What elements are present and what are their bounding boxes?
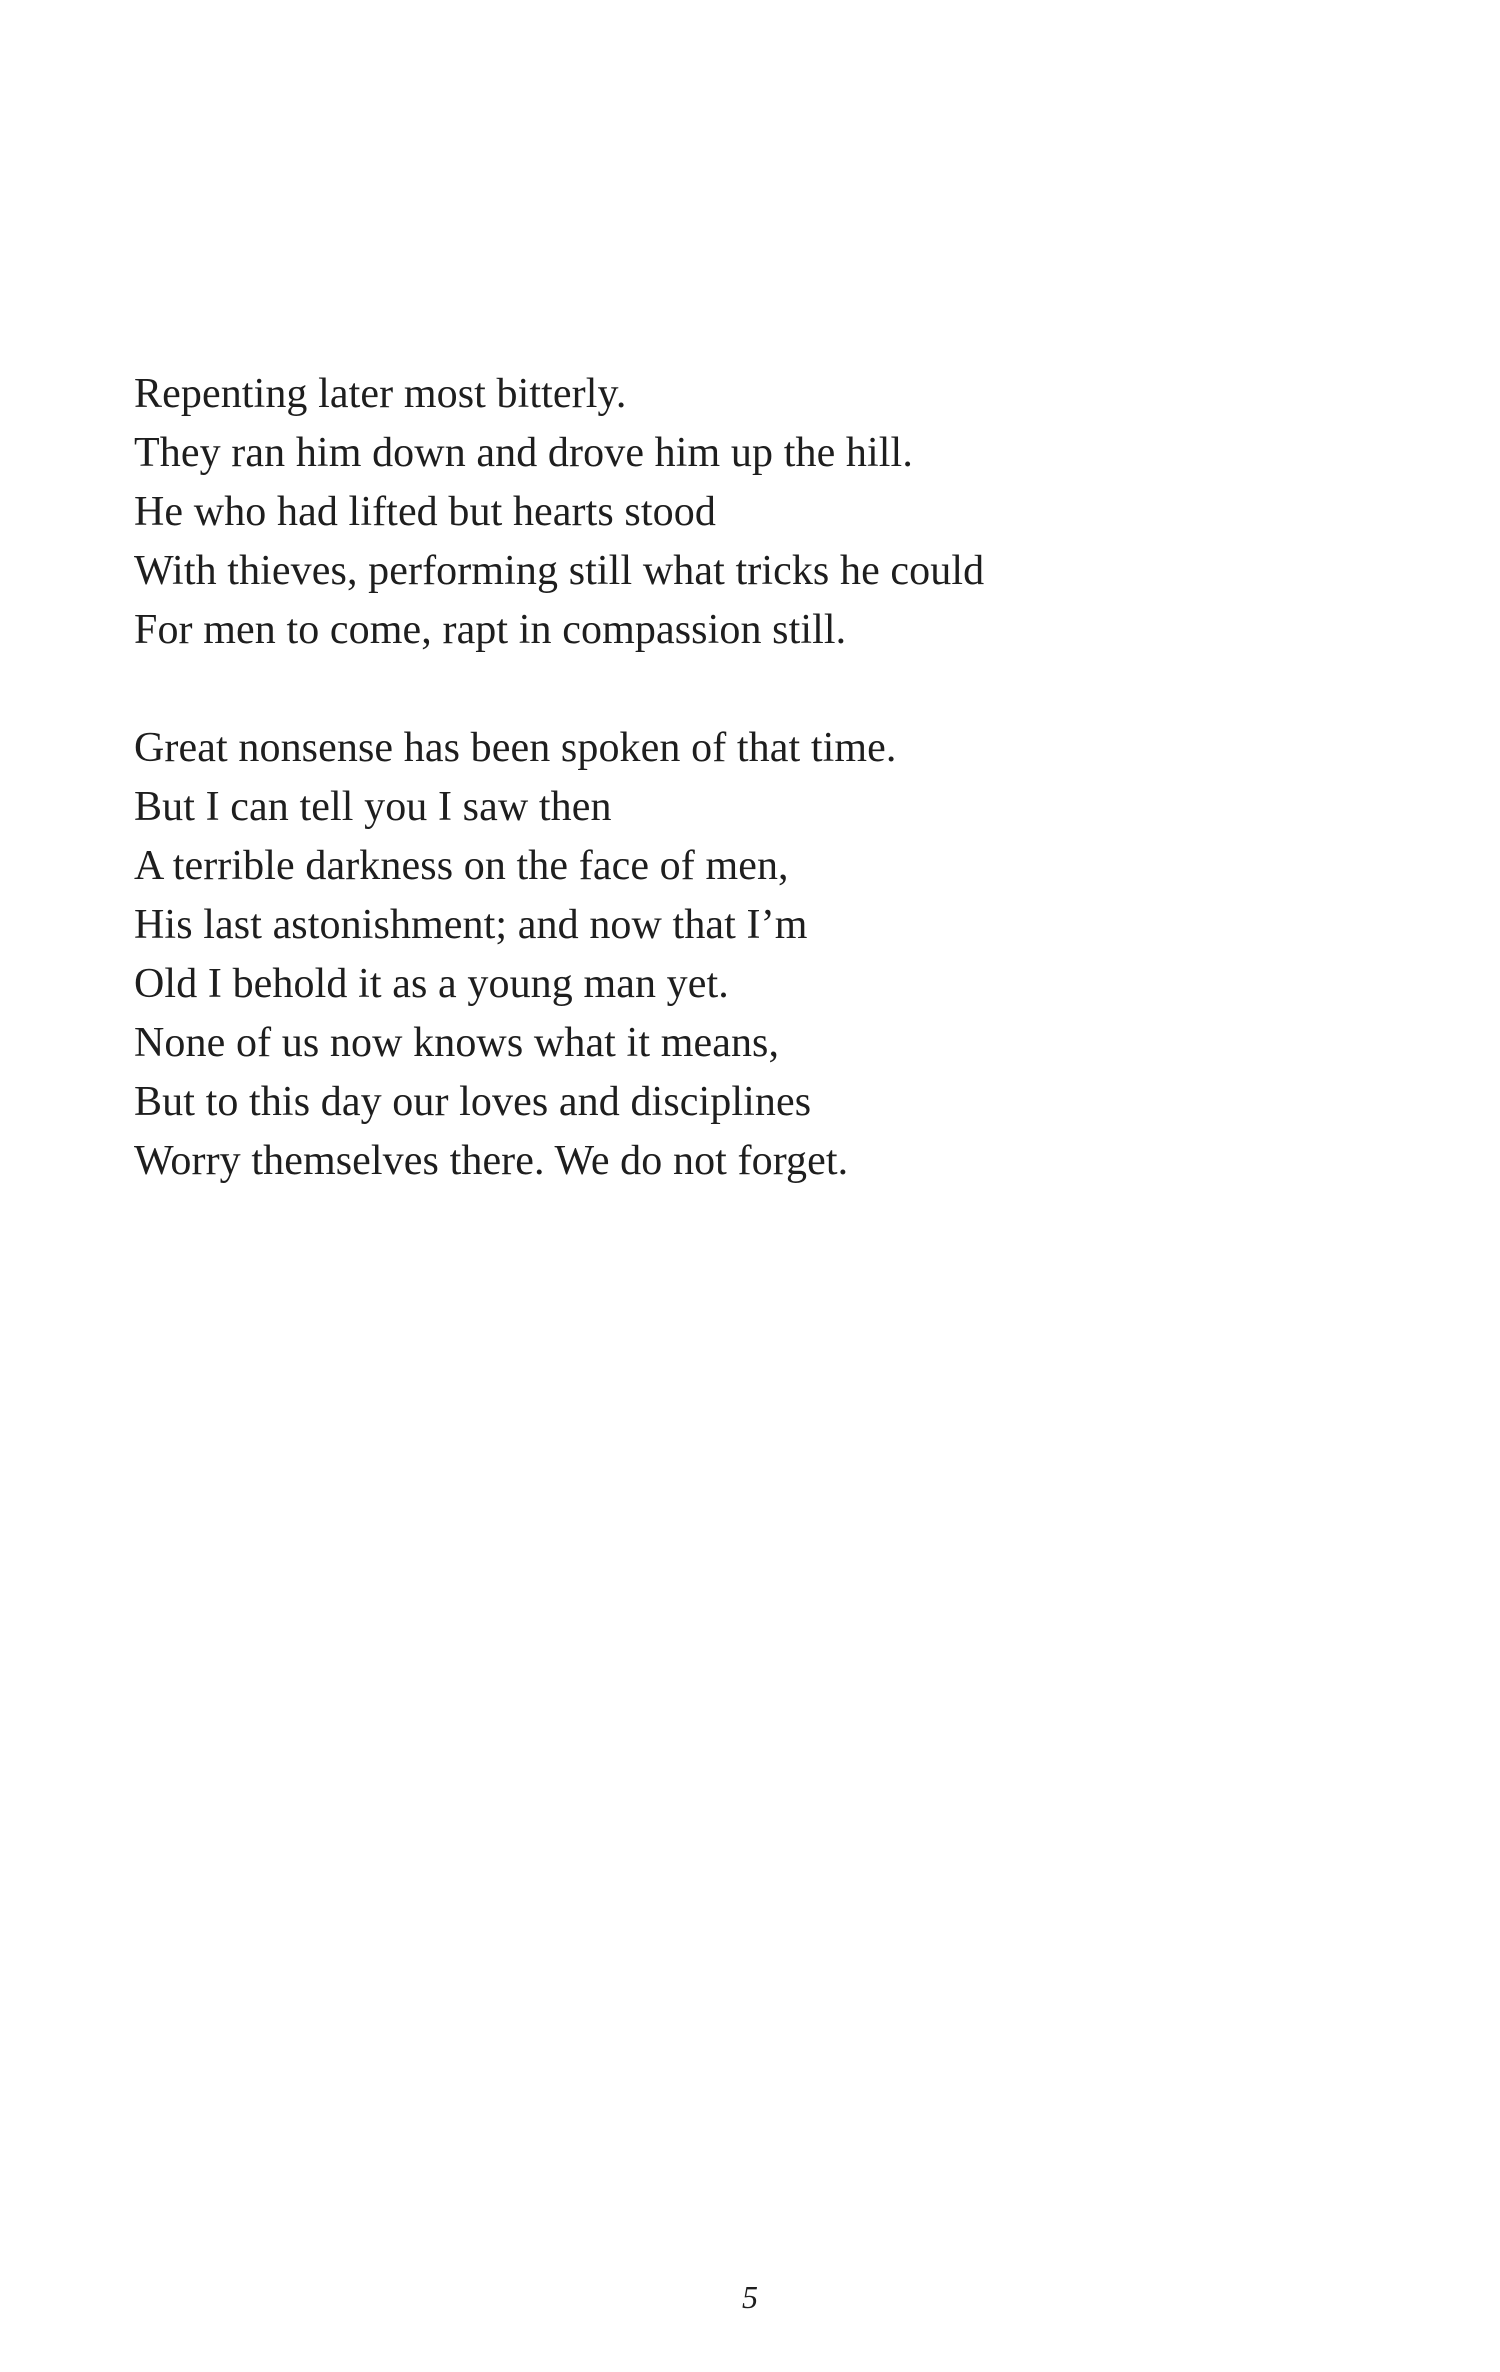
poem-line: Repenting later most bitterly. bbox=[134, 371, 627, 417]
poem-line: But I can tell you I saw then bbox=[134, 784, 612, 830]
poem-line: Old I behold it as a young man yet. bbox=[134, 961, 729, 1007]
stanza-2 bbox=[134, 719, 1334, 1191]
poem-line: Worry themselves there. We do not forget. bbox=[134, 1138, 849, 1184]
poem-line: He who had lifted but hearts stood bbox=[134, 489, 716, 535]
poem-line: For men to come, rapt in compassion still. bbox=[134, 607, 847, 653]
poem-line: A terrible darkness on the face of men, bbox=[134, 843, 789, 889]
poem-line: His last astonishment; and now that I’m bbox=[134, 902, 808, 948]
poem-line: Great nonsense has been spoken of that time. bbox=[134, 725, 897, 771]
poem-line: They ran him down and drove him up the hill. bbox=[134, 430, 913, 476]
poem-line: None of us now knows what it means, bbox=[134, 1020, 780, 1066]
page-number: 5 bbox=[742, 2279, 758, 2315]
poem-line: With thieves, performing still what tricks he could bbox=[134, 548, 985, 594]
stanza-1 bbox=[134, 365, 1334, 660]
poem-line: But to this day our loves and disciplines bbox=[134, 1079, 812, 1125]
poem-body bbox=[134, 365, 1334, 1191]
